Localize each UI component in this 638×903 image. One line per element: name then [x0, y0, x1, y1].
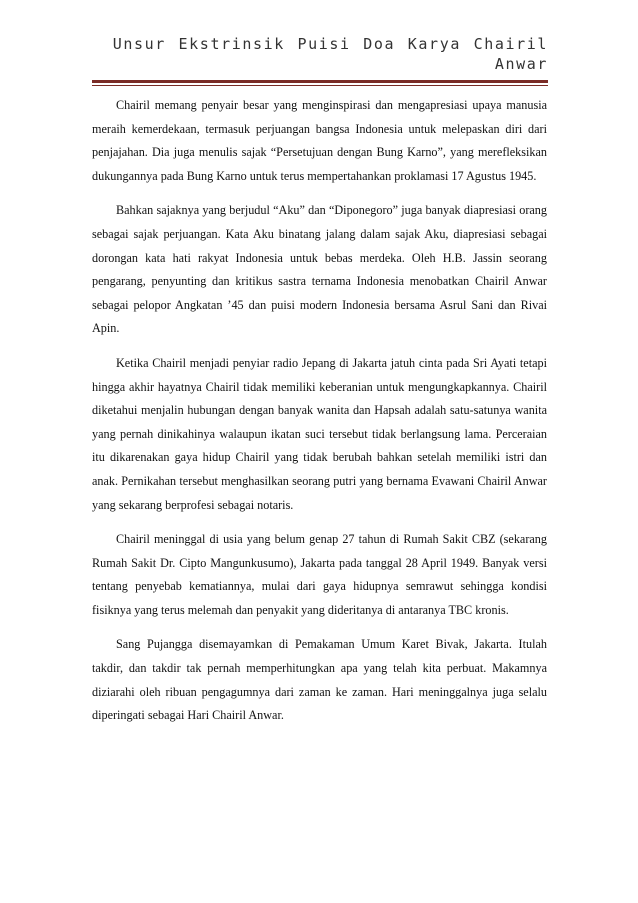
paragraph-3: Ketika Chairil menjadi penyiar radio Jepang di Jakarta jatuh cinta pada Sri Ayati tetapi hingga akhir hayatnya Chairil tidak memiliki keberanian untuk mengungkapkannya. Chairil diketahui menjalin hubungan dengan banyak wanita dan Hapsah adalah satu-satunya wanita yang pernah dinikahinya walaupun ikatan suci tersebut tidak berlangsung lama. Perceraian itu dikarenakan gaya hidup Chairil yang tidak berubah bahkan setelah memiliki istri dan anak. Pernikahan tersebut menghasilkan seorang putri yang bernama Evawani Chairil Anwar yang sekarang berprofesi sebagai notaris.	[92, 355, 547, 512]
header-divider-thick	[92, 80, 548, 83]
page-header-title: Unsur Ekstrinsik Puisi Doa Karya Chairil Anwar	[112, 35, 548, 73]
document-body	[92, 94, 547, 739]
paragraph-5: Sang Pujangga disemayamkan di Pemakaman Umum Karet Bivak, Jakarta. Itulah takdir, dan takdir tak pernah memperhitungkan apa yang telah kita perbuat. Makamnya diziarahi oleh ribuan pengagumnya dari zaman ke zaman. Hari meninggalnya juga selalu diperingati sebagai Hari Chairil Anwar.	[92, 637, 547, 723]
paragraph-1: Chairil memang penyair besar yang menginspirasi dan mengapresiasi upaya manusia meraih kemerdekaan, termasuk perjuangan bangsa Indonesia untuk melepaskan diri dari penjajahan. Dia juga menulis sajak “Persetujuan dengan Bung Karno”, yang merefleksikan dukungannya pada Bung Karno untuk terus mempertahankan proklamasi 17 Agustus 1945.	[92, 98, 547, 183]
paragraph-4: Chairil meninggal di usia yang belum genap 27 tahun di Rumah Sakit CBZ (sekarang Rumah Sakit Dr. Cipto Mangunkusumo), Jakarta pada tanggal 28 April 1949. Banyak versi tentang penyebab kematiannya, mulai dari gaya hidupnya semrawut sehingga kondisi fisiknya yang terus melemah dan penyakit yang dideritanya di antaranya TBC kronis.	[92, 532, 547, 617]
header-divider-thin	[92, 85, 548, 86]
paragraph-2: Bahkan sajaknya yang berjudul “Aku” dan “Diponegoro” juga banyak diapresiasi orang sebagai sajak perjuangan. Kata Aku binatang jalang dalam sajak Aku, diapresiasi sebagai dorongan kata hati rakyat Indonesia untuk bebas merdeka. Oleh H.B. Jassin seorang pengarang, penyunting dan kritikus sastra ternama Indonesia menobatkan Chairil Anwar sebagai pelopor Angkatan ’45 dan puisi modern Indonesia bersama Asrul Sani dan Rivai Apin.	[92, 203, 547, 336]
